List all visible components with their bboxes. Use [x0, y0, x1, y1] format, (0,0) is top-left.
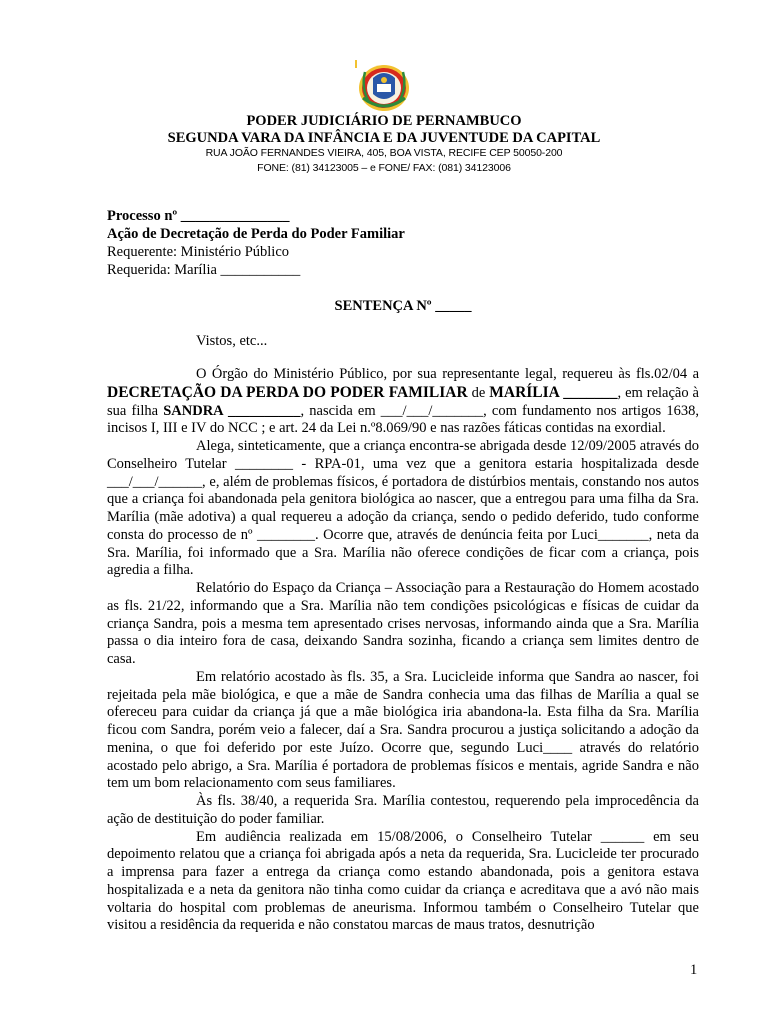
paragraph-2: Alega, sinteticamente, que a criança encontra-se abrigada desde 12/09/2005 através do Conselheiro Tutelar ________ - RPA-01, uma vez que a genitora estaria hospitalizada desde ___/___/______, e, além de problemas físicos, é portadora de distúrbios mentais, constando nos autos que a criança foi abandonada pela genitora biológica ao nascer, que a entregou para uma filha da Sra. Marília (mãe adotiva) a qual requereu a adoção da criança, sendo o pedido deferido, tudo conforme consta do processo de nº ________. Ocorre que, através de denúncia feita por Luci_______, neta da Sra. Marília, foi informado que a Sra. Marília não oferece condições de ficar com a criança, pois agredia a filha.	[107, 438, 699, 579]
sentence-body	[107, 366, 699, 935]
action-title: Ação de Decretação de Perda do Poder Familiar	[107, 226, 405, 242]
greeting-text: Vistos, etc...	[196, 333, 268, 349]
court-phone: FONE: (81) 34123005 – e FONE/ FAX: (081) 34123006	[257, 162, 511, 174]
paragraph-5: Às fls. 38/40, a requerida Sra. Marília contestou, requerendo pela improcedência da ação de destituição do poder familiar.	[107, 793, 699, 827]
paragraph-6: Em audiência realizada em 15/08/2006, o Conselheiro Tutelar ______ em seu depoimento relatou que a criança foi abrigada após a neta da requerida, Sra. Lucicleide ter procurado a imprensa para fazer a entrega da criança como estando abandonada, pois a genitora estava hospitalizada e a neta da genitora não tinha como cuidar da criança e acreditava que a avó não mais voltaria do hospital com problemas de aneurisma. Informou também o Conselheiro Tutelar que visitou a residência da requerida e não constatou marcas de maus tratos, desnutrição	[107, 828, 699, 934]
sentence-title: SENTENÇA Nº _____	[334, 298, 472, 314]
court-address: RUA JOÃO FERNANDES VIEIRA, 405, BOA VISTA, RECIFE CEP 50050-200	[205, 147, 563, 159]
defendant: Requerida: Marília ___________	[107, 262, 301, 278]
page-number: 1	[690, 962, 698, 978]
process-number: Processo nº _______________	[107, 208, 290, 224]
institution-name: PODER JUDICIÁRIO DE PERNAMBUCO	[246, 113, 522, 129]
plaintiff: Requerente: Ministério Público	[107, 244, 290, 260]
paragraph-4: Em relatório acostado às fls. 35, a Sra. Lucicleide informa que Sandra ao nascer, foi rejeitada pela mãe biológica, e que a mãe de Sandra conhecia uma das filhas de Marília a qual se ofereceu para cuidar da criança já que a mãe biológica iria abandona-la. Esta filha da Sra. Marília ficou com Sandra, porém veio a falecer, daí a Sra. Sandra procurou a justiça solicitando a adoção da menina, o que foi deferido por este Juízo. Ocorre que, segundo Luci____ através do relatório acostado pelo abrigo, a Sra. Marília é portadora de problemas físicos e mentais, agride Sandra e não tem um bom relacionamento com seus familiares.	[107, 668, 699, 792]
paragraph-3: Relatório do Espaço da Criança – Associação para a Restauração do Homem acostado as fls. 21/22, informando que a Sra. Marília não tem condições psicológicas e físicas de cuidar da criança Sandra, pois a mesma tem apresentado crises nervosas, informando ainda que a Sra. Marília passa o dia inteiro fora de casa, deixando Sandra sozinha, ficando a criança sem limites dentro de casa.	[107, 580, 699, 667]
court-name: SEGUNDA VARA DA INFÂNCIA E DA JUVENTUDE DA CAPITAL	[167, 130, 601, 146]
paragraph-1: O Órgão do Ministério Público, por sua representante legal, requereu às fls.02/04 a DECRETAÇÃO DA PERDA DO PODER FAMILIAR de MARÍLIA _______, em relação à sua filha SANDRA __________, nascida em ___/___/_______, com fundamento nos artigos 1638, incisos I, III e IV do NCC ; e art. 24 da Lei n.º8.069/90 e nas razões fáticas contidas na exordial.	[107, 366, 699, 437]
coat-of-arms-seal	[355, 58, 413, 114]
greeting	[107, 333, 699, 351]
